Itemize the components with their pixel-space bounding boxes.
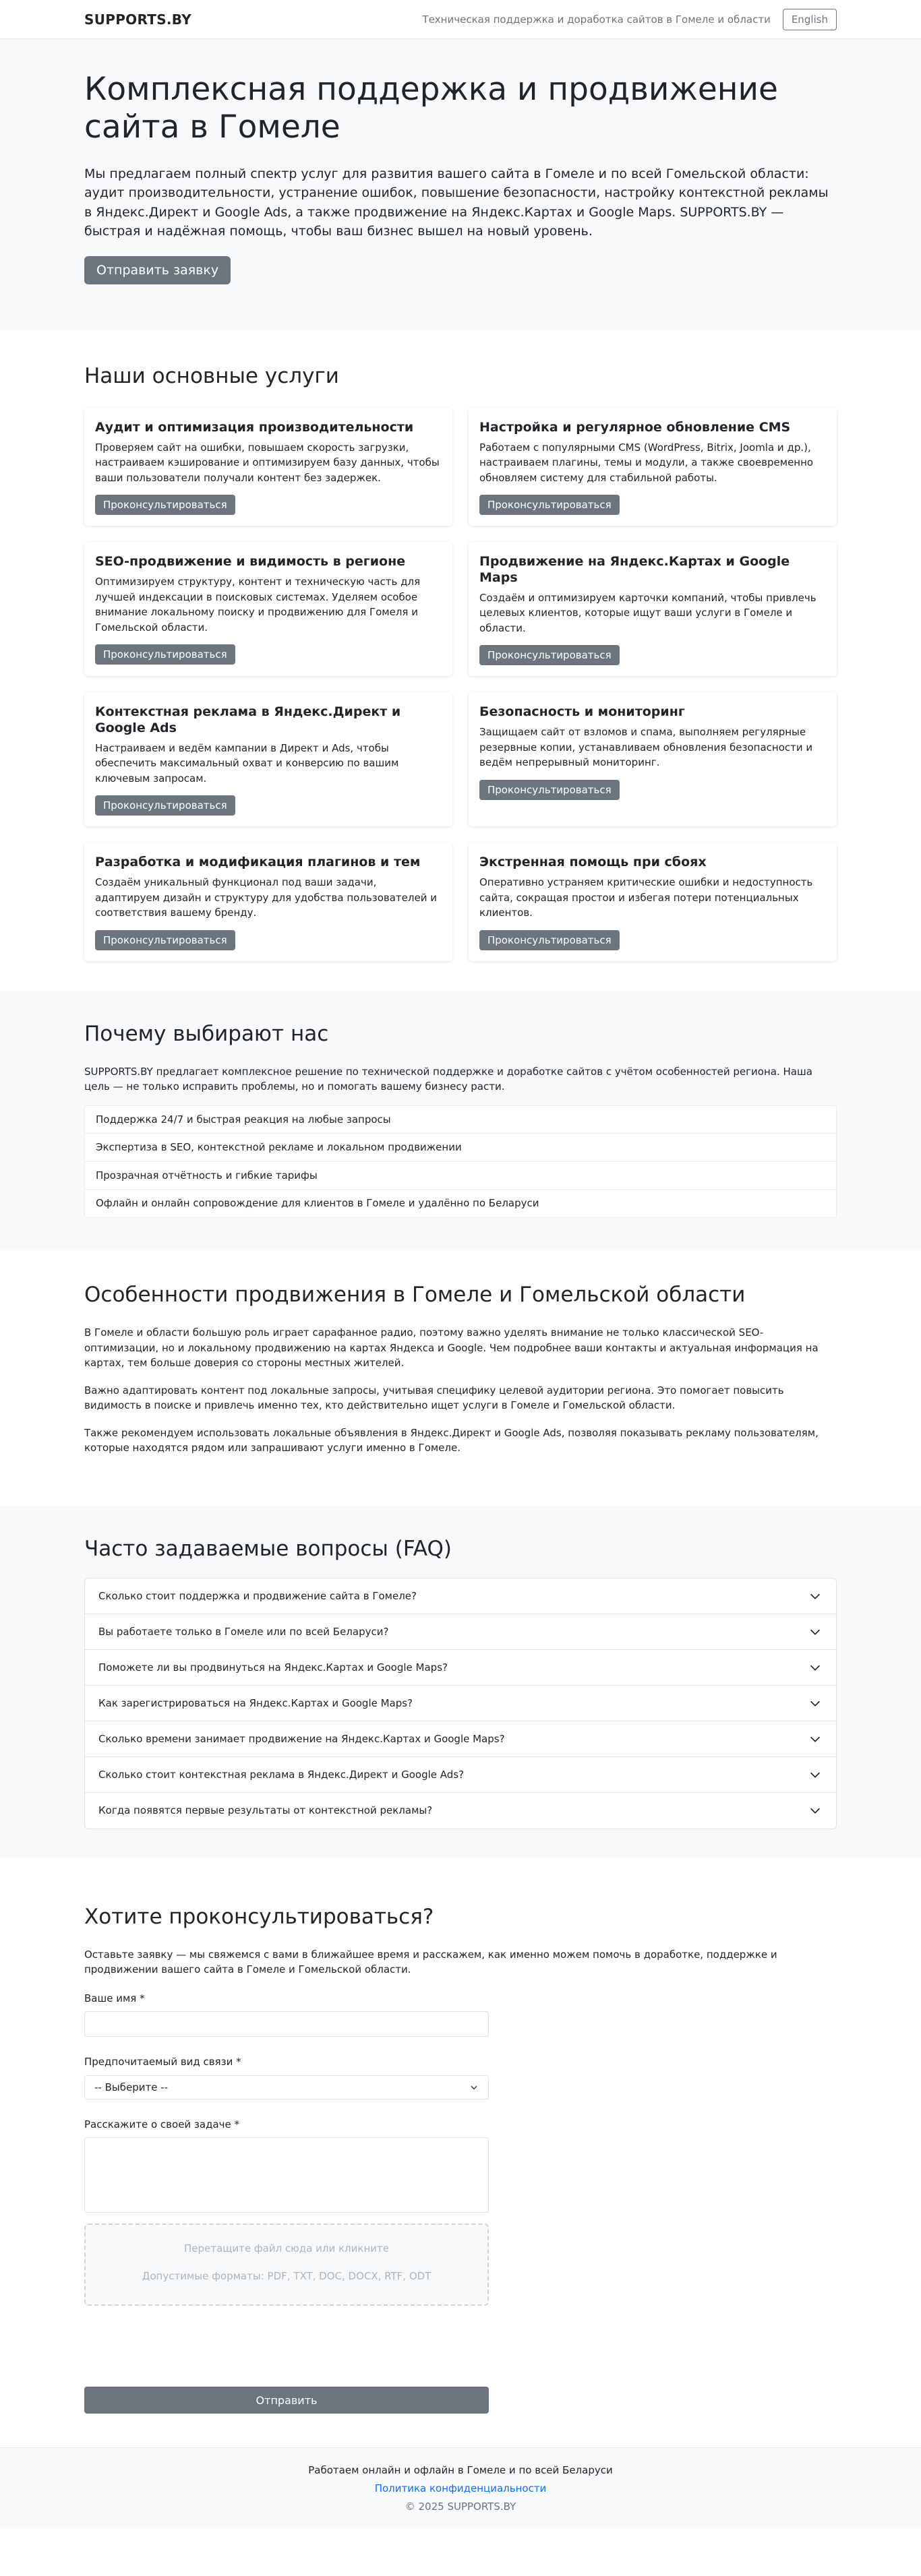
faq-item[interactable]	[85, 1721, 836, 1757]
select-value: -- Выберите --	[94, 2081, 169, 2093]
chevron-down-icon	[808, 1767, 823, 1782]
nav-right	[422, 9, 837, 30]
service-text: Настраиваем и ведём кампании в Директ и Ads, чтобы обеспечить максимальный охват и конверсию по вашим ключевым запросам.	[95, 741, 399, 785]
list-item: Экспертиза в SEO, контекстной рекламе и локальном продвижении	[85, 1134, 836, 1162]
faq-question: Вы работаете только в Гомеле или по всей Беларуси?	[98, 1625, 389, 1638]
service-title: Безопасность и мониторинг	[479, 704, 685, 720]
faq-item[interactable]	[85, 1686, 836, 1721]
task-label: Расскажите о своей задаче *	[84, 2118, 240, 2130]
service-card	[469, 408, 837, 526]
service-text: Оптимизируем структуру, контент и техническую часть для лучшей индексации в поисковых системах. Уделяем особое внимание локальному поиску и продвижению для Гомеля и Гомельской области.	[95, 576, 421, 634]
hero-text: Мы предлагаем полный спектр услуг для развития вашего сайта в Гомеле и по всей Гомельской области: аудит производительности, устранение ошибок, повышение безопасности, настройку контекстной рекламы в Яндекс.Директ и Google Ads, а также продвижение на Яндекс.Картах и Google Maps. SUPPORTS.BY — быстрая и надёжная помощь, чтобы ваш бизнес вышел на новый уровень.	[84, 166, 829, 239]
consult-button[interactable]: Проконсультироваться	[479, 780, 620, 800]
service-title: Контекстная реклама в Яндекс.Директ и Google Ads	[95, 704, 401, 736]
footer-line: Работаем онлайн и офлайн в Гомеле и по всей Беларуси	[308, 2464, 613, 2477]
contact-lead: Оставьте заявку — мы свяжемся с вами в ближайшее время и расскажем, как именно можем помочь в доработке, поддержке и продвижении вашего сайта в Гомеле и Гомельской области.	[84, 1948, 777, 1976]
faq-question: Когда появятся первые результаты от контекстной рекламы?	[98, 1804, 433, 1816]
faq-question: Поможете ли вы продвинуться на Яндекс.Картах и Google Maps?	[98, 1661, 448, 1674]
service-card	[469, 542, 837, 676]
features-section	[0, 1250, 921, 1506]
why-us-section	[0, 991, 921, 1250]
chevron-down-icon	[808, 1660, 823, 1675]
consult-button[interactable]: Проконсультироваться	[95, 495, 235, 515]
service-card	[84, 542, 452, 676]
send-request-button[interactable]: Отправить заявку	[84, 256, 231, 284]
faq-item[interactable]	[85, 1757, 836, 1793]
chevron-down-icon	[808, 1624, 823, 1639]
footer	[0, 2447, 921, 2528]
service-text: Работаем с популярными CMS (WordPress, Bitrix, Joomla и др.), настраиваем плагины, темы и модули, а также своевременно обновляем систему для стабильной работы.	[479, 441, 814, 484]
service-title: Разработка и модификация плагинов и тем	[95, 855, 421, 870]
service-text: Создаём уникальный функционал под ваши задачи, адаптируем дизайн и структуру для удобства пользователей и соответствия вашему бренду.	[95, 876, 437, 919]
consult-button[interactable]: Проконсультироваться	[95, 644, 235, 665]
chevron-down-icon	[808, 1696, 823, 1711]
contact-method-select[interactable]	[84, 2075, 489, 2099]
name-input[interactable]	[84, 2011, 489, 2037]
faq-section	[0, 1506, 921, 1858]
service-card	[469, 842, 837, 960]
privacy-policy-link[interactable]: Политика конфиденциальности	[374, 2482, 547, 2495]
services-grid	[84, 408, 837, 961]
name-label: Ваше имя *	[84, 1992, 145, 2004]
nav-tagline: Техническая поддержка и доработка сайтов в Гомеле и области	[422, 13, 771, 26]
features-paragraph: Также рекомендуем использовать локальные объявления в Яндекс.Директ и Google Ads, позволяя показывать рекламу пользователям, которые находятся рядом или запрашивают услуги именно в Гомеле.	[84, 1426, 819, 1454]
why-us-title: Почему выбирают нас	[84, 1021, 329, 1046]
language-switch-button[interactable]: English	[783, 9, 837, 30]
features-paragraph: В Гомеле и области большую роль играет сарафанное радио, поэтому важно уделять внимание не только классической SEO-оптимизации, но и локальному продвижению на картах Яндекса и Google. Чем подробнее ваши контакты и актуальная информация на картах, тем больше доверия со стороны местных жителей.	[84, 1326, 819, 1370]
faq-question: Сколько времени занимает продвижение на Яндекс.Картах и Google Maps?	[98, 1732, 505, 1745]
service-title: Продвижение на Яндекс.Картах и Google Maps	[479, 554, 790, 586]
hero-title: Комплексная поддержка и продвижение сайта в Гомеле	[84, 71, 778, 146]
contact-method-label: Предпочитаемый вид связи *	[84, 2056, 241, 2068]
services-title: Наши основные услуги	[84, 364, 339, 388]
services-section	[0, 330, 921, 991]
faq-item[interactable]	[85, 1650, 836, 1686]
dropzone-formats: Допустимые форматы: PDF, TXT, DOC, DOCX, RTF, ODT	[142, 2269, 432, 2282]
brand-logo[interactable]: SUPPORTS.BY	[84, 11, 192, 28]
faq-question: Как зарегистрироваться на Яндекс.Картах и Google Maps?	[98, 1696, 413, 1709]
consult-button[interactable]: Проконсультироваться	[479, 645, 620, 665]
faq-accordion	[84, 1578, 837, 1829]
list-item: Поддержка 24/7 и быстрая реакция на любые запросы	[85, 1106, 836, 1134]
service-card	[84, 408, 452, 526]
chevron-down-icon	[808, 1731, 823, 1746]
faq-question: Сколько стоит поддержка и продвижение сайта в Гомеле?	[98, 1589, 417, 1602]
service-card	[84, 842, 452, 960]
faq-item[interactable]	[85, 1614, 836, 1650]
service-text: Создаём и оптимизируем карточки компаний, чтобы привлечь целевых клиентов, которые ищут ваши услуги в Гомеле и области.	[479, 591, 816, 634]
task-textarea[interactable]	[84, 2137, 489, 2213]
chevron-down-icon	[469, 2083, 479, 2092]
consult-button[interactable]: Проконсультироваться	[95, 795, 235, 816]
faq-item[interactable]	[85, 1793, 836, 1829]
file-dropzone[interactable]	[84, 2224, 489, 2306]
faq-question: Сколько стоит контекстная реклама в Яндекс.Директ и Google Ads?	[98, 1768, 465, 1781]
service-card	[84, 692, 452, 826]
faq-item[interactable]	[85, 1578, 836, 1614]
service-text: Проверяем сайт на ошибки, повышаем скорость загрузки, настраиваем кэширование и оптимизируем базу данных, чтобы ваши пользователи получали контент без задержек.	[95, 441, 440, 484]
list-item: Офлайн и онлайн сопровождение для клиентов в Гомеле и удалённо по Беларуси	[96, 1197, 539, 1210]
list-item: Прозрачная отчётность и гибкие тарифы	[85, 1162, 836, 1190]
service-title: SEO-продвижение и видимость в регионе	[95, 554, 406, 570]
chevron-down-icon	[808, 1589, 823, 1603]
service-title: Настройка и регулярное обновление CMS	[479, 420, 791, 435]
faq-title: Часто задаваемые вопросы (FAQ)	[84, 1536, 452, 1561]
consult-button[interactable]: Проконсультироваться	[479, 495, 620, 515]
dropzone-text: Перетащите файл сюда или кликните	[184, 2242, 389, 2255]
service-text: Защищаем сайт от взломов и спама, выполняем регулярные резервные копии, устанавливаем обновления безопасности и ведём непрерывный мониторинг.	[479, 726, 813, 769]
navbar	[0, 0, 921, 39]
submit-button[interactable]: Отправить	[84, 2387, 489, 2414]
chevron-down-icon	[808, 1803, 823, 1818]
features-paragraph: Важно адаптировать контент под локальные запросы, учитывая специфику целевой аудитории региона. Это помогает повысить видимость в поиске и привлечь именно тех, кто действительно ищет услуги в Гомеле и Гомельской области.	[84, 1384, 784, 1412]
consult-button[interactable]: Проконсультироваться	[479, 930, 620, 950]
why-us-intro: SUPPORTS.BY предлагает комплексное решение по технической поддержке и доработке сайтов с учётом особенностей региона. Наша цель — не только исправить проблемы, но и помогать вашему бизнесу расти.	[84, 1065, 812, 1093]
features-title: Особенности продвижения в Гомеле и Гомельской области	[84, 1282, 746, 1307]
service-card	[469, 692, 837, 826]
consult-button[interactable]: Проконсультироваться	[95, 930, 235, 950]
service-title: Экстренная помощь при сбоях	[479, 855, 707, 870]
contact-section	[0, 1858, 921, 2448]
contact-form	[84, 1991, 489, 2414]
hero-section	[0, 39, 921, 330]
contact-title: Хотите проконсультироваться?	[84, 1904, 434, 1929]
why-us-list	[84, 1105, 837, 1218]
service-title: Аудит и оптимизация производительности	[95, 420, 414, 435]
service-text: Оперативно устраняем критические ошибки и недоступность сайта, сокращая простои и избегая потери потенциальных клиентов.	[479, 876, 813, 919]
footer-copyright: © 2025 SUPPORTS.BY	[405, 2501, 516, 2513]
